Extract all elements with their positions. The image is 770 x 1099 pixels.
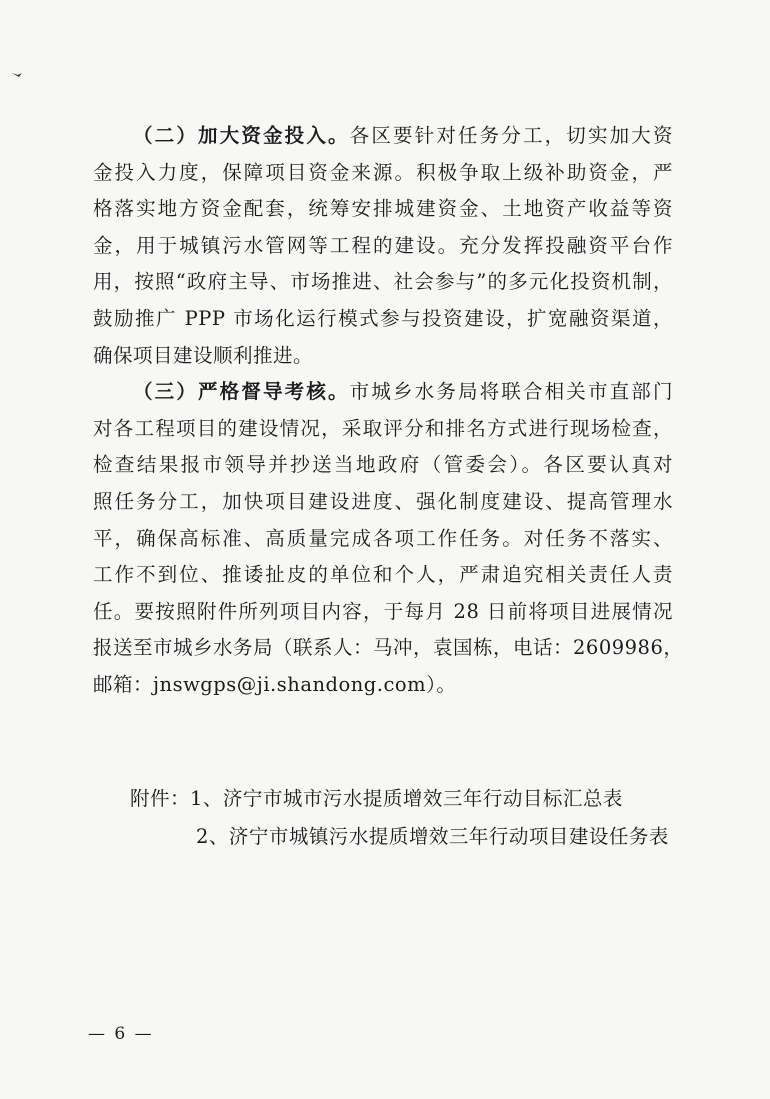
- attachment-title: 2、济宁市城镇污水提质增效三年行动项目建设任务表: [196, 825, 669, 848]
- paragraph-line: 用，按照“政府主导、市场推进、社会参与”的多元化投资机制，: [93, 270, 673, 294]
- line-text: 市城乡水务局将联合相关市直部门: [349, 380, 673, 404]
- paragraph-line: 检查结果报市领导并抄送当地政府（管委会）。各区要认真对: [93, 453, 673, 477]
- paragraph-line: 任。要按照附件所列项目内容，于每月 28 日前将项目进展情况: [93, 599, 673, 623]
- attachment-item: [130, 818, 669, 856]
- paragraph-line: 金投入力度，保障项目资金来源。积极争取上级补助资金，严: [93, 160, 673, 184]
- paragraph-line: 格落实地方资金配套，统筹安排城建资金、土地资产收益等资: [93, 197, 673, 221]
- page-number: — 6 —: [88, 1024, 154, 1044]
- attachments-list: [130, 780, 669, 856]
- attachments-label: 附件：: [130, 787, 191, 810]
- paragraph-line: 工作不到位、推诿扯皮的单位和个人，严肃追究相关责任人责: [93, 563, 673, 587]
- paragraph-line: [93, 374, 673, 411]
- scan-speck-mark: [12, 72, 22, 78]
- paragraph-line: 邮箱：jnswgps@ji.shandong.com）。: [93, 672, 457, 696]
- paragraph-line: 鼓励推广 PPP 市场化运行模式参与投资建设，扩宽融资渠道，: [93, 306, 673, 330]
- paragraph-line: 报送至市城乡水务局（联系人：马冲，袁国栋，电话：2609986，: [93, 636, 684, 660]
- paragraph-line: 平，确保高标准、高质量完成各项工作任务。对任务不落实、: [93, 526, 673, 550]
- paragraph-line: [93, 118, 673, 155]
- paragraph-line: 确保项目建设顺利推进。: [93, 343, 314, 367]
- attachment-title: 1、济宁市城市污水提质增效三年行动目标汇总表: [190, 787, 623, 810]
- line-text: 各区要针对任务分工，切实加大资: [349, 124, 673, 147]
- paragraph-line: 照任务分工，加快项目建设进度、强化制度建设、提高管理水: [93, 489, 673, 513]
- paragraph-heading: （三）严格督导考核。: [133, 380, 350, 404]
- paragraph-line: 金，用于城镇污水管网等工程的建设。充分发挥投融资平台作: [93, 233, 673, 257]
- attachment-item: [130, 780, 669, 818]
- paragraph-heading: （二）加大资金投入。: [133, 124, 350, 147]
- body-text: [93, 118, 684, 704]
- paragraph-line: 对各工程项目的建设情况，采取评分和排名方式进行现场检查，: [93, 416, 673, 440]
